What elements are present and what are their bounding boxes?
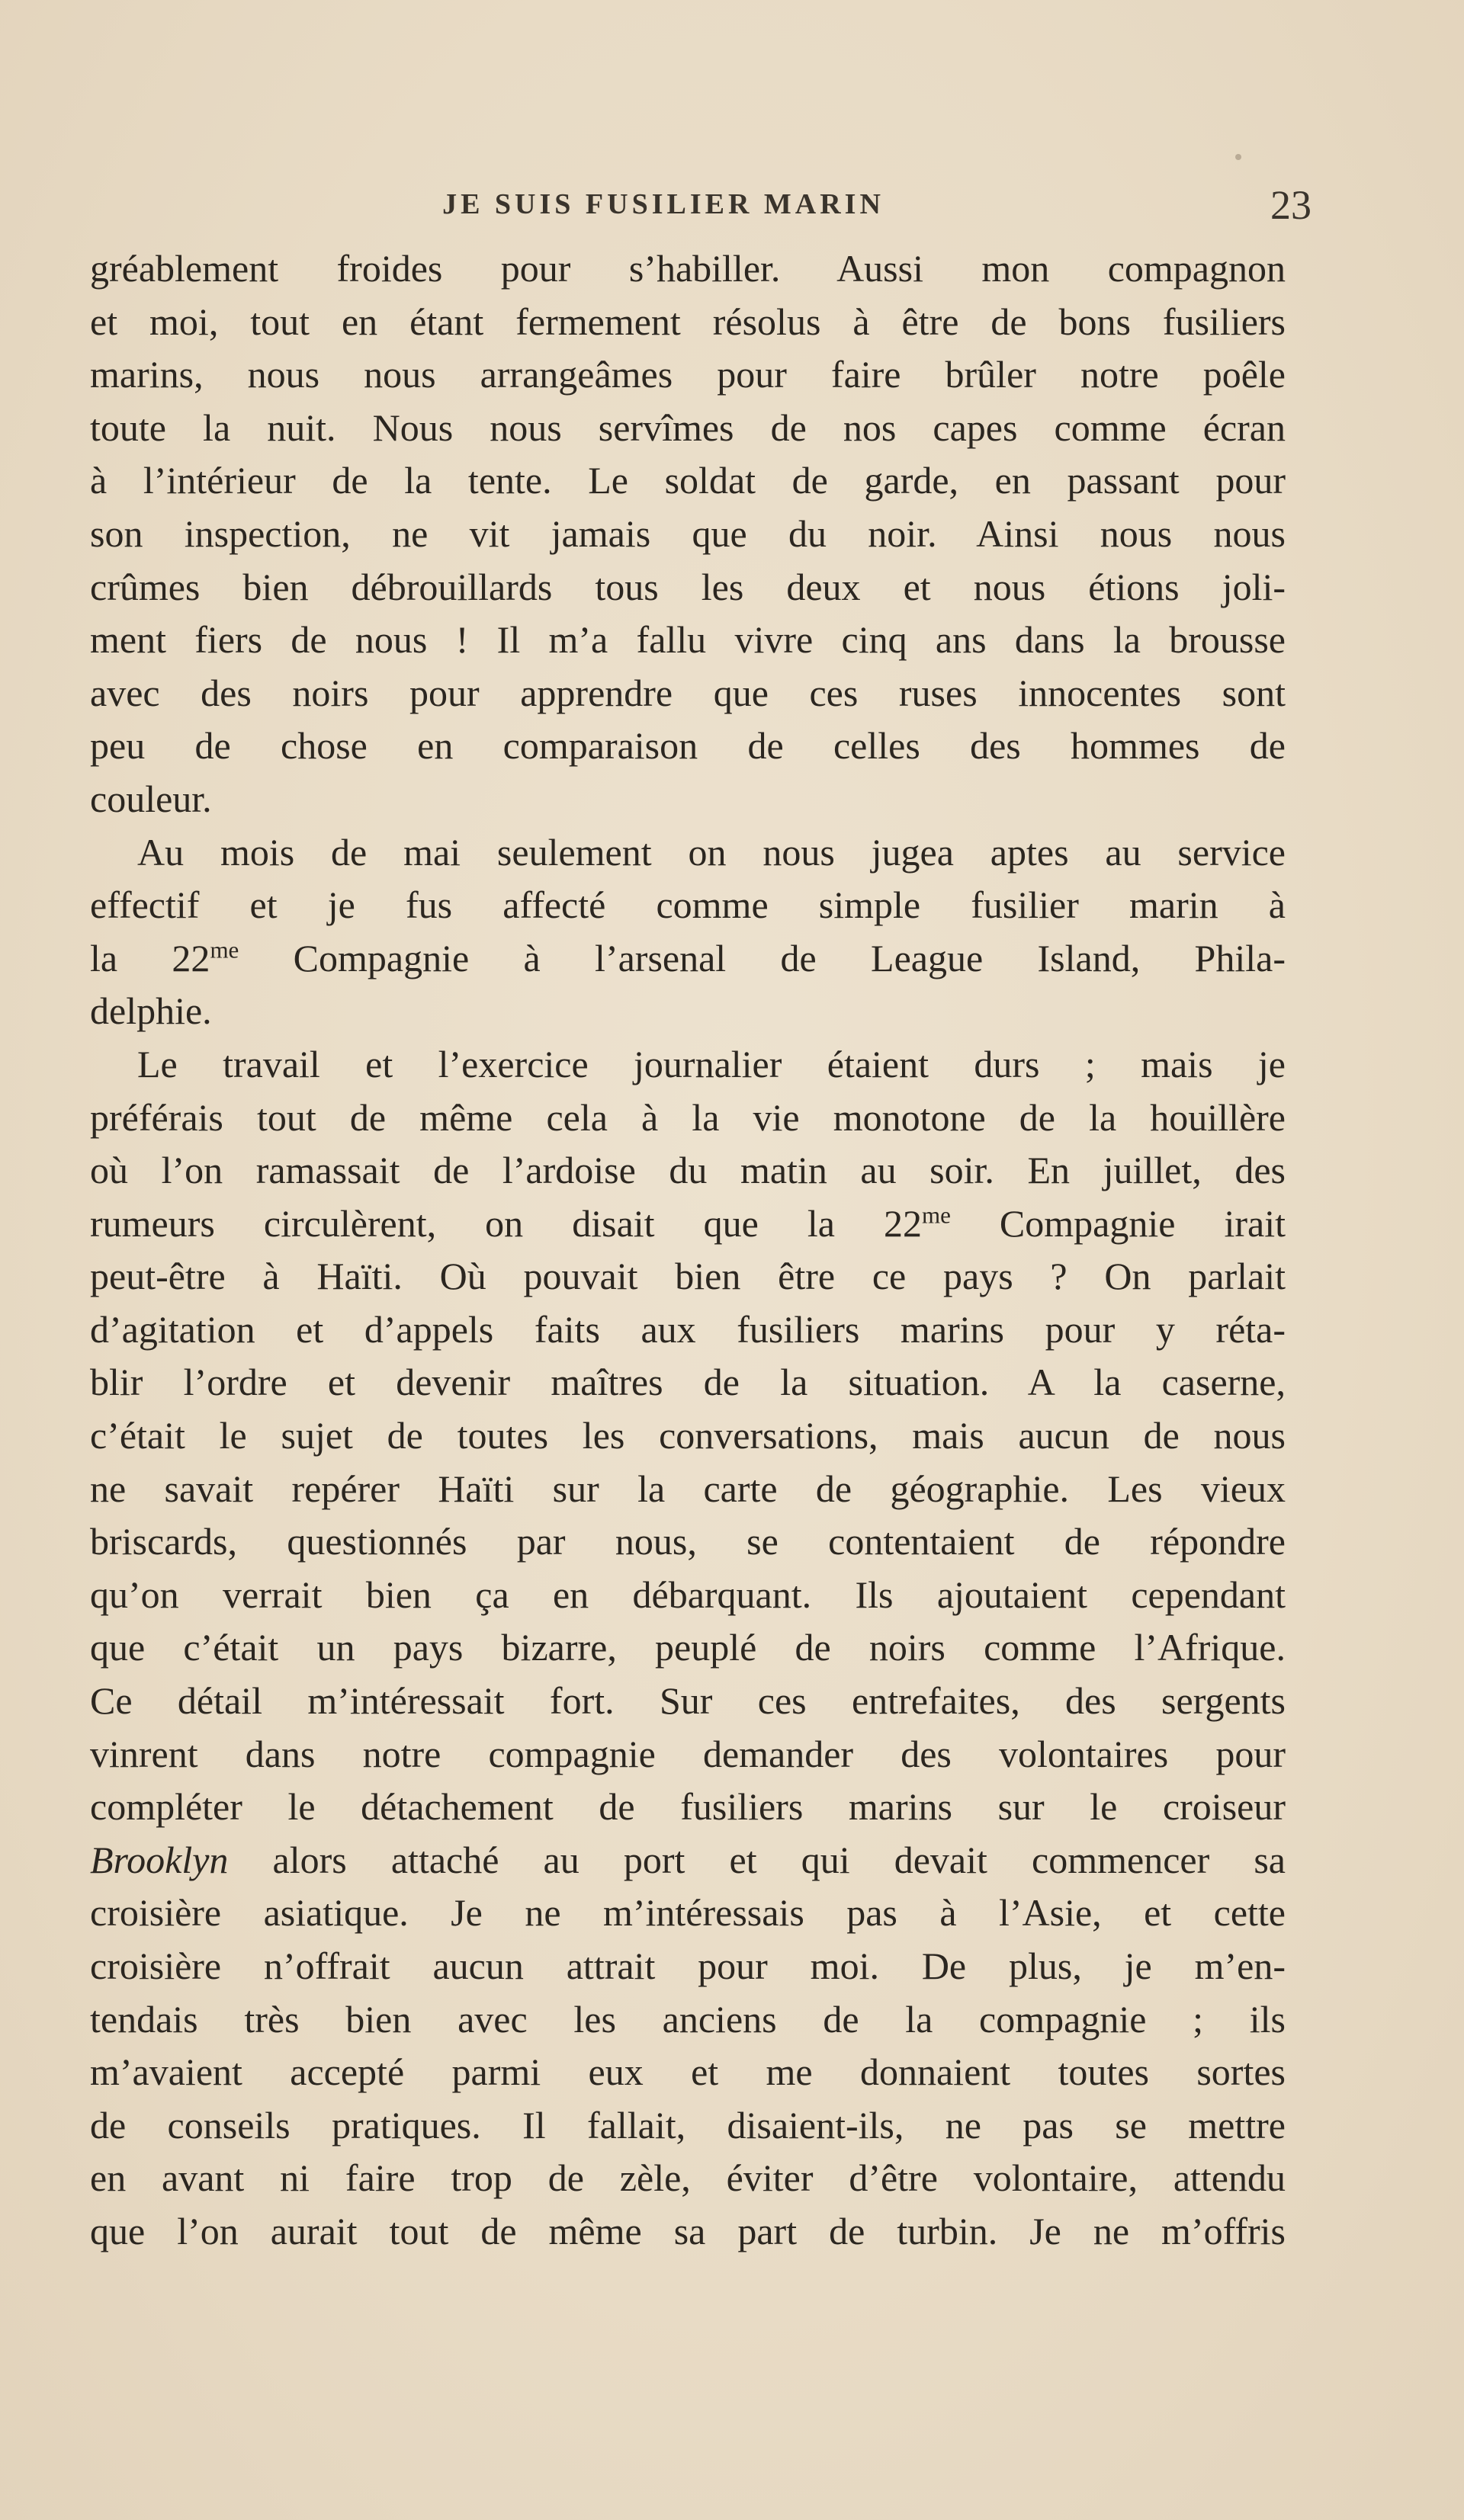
text-line: vinrent dans notre compagnie demander des volontaires pour: [90, 1732, 1286, 1775]
text-line: Le travail et l’exercice journalier étaient durs ; mais je: [137, 1042, 1286, 1085]
text-line: gréablement froides pour s’habiller. Aussi mon compagnon: [90, 247, 1286, 290]
running-head: [99, 181, 1312, 227]
ship-name: Brooklyn: [90, 1838, 229, 1881]
text-line: compléter le détachement de fusiliers marins sur le croiseur: [90, 1785, 1286, 1829]
text-line: m’avaient accepté parmi eux et me donnaient toutes sortes: [90, 2050, 1286, 2094]
text-line: couleur.: [90, 777, 212, 820]
text-line: avec des noirs pour apprendre que ces ruses innocentes sont: [90, 671, 1286, 714]
text-line: blir l’ordre et devenir maîtres de la situation. A la caserne,: [90, 1361, 1286, 1404]
text-line: que c’était un pays bizarre, peuplé de noirs comme l’Afrique.: [90, 1626, 1286, 1669]
text-line: marins, nous nous arrangeâmes pour faire brûler notre poêle: [90, 353, 1286, 396]
text-line: peu de chose en comparaison de celles des hommes de: [90, 724, 1286, 768]
text-line: qu’on verrait bien ça en débarquant. Ils ajoutaient cependant: [90, 1573, 1286, 1616]
text-line: effectif et je fus affecté comme simple fusilier marin à: [90, 883, 1286, 927]
text-line: toute la nuit. Nous nous servîmes de nos capes comme écran: [90, 406, 1286, 449]
text-line: croisière n’offrait aucun attrait pour moi. De plus, je m’en-: [90, 1945, 1286, 1987]
text-line: où l’on ramassait de l’ardoise du matin au soir. En juillet, des: [90, 1149, 1286, 1192]
text-line: delphie.: [90, 989, 212, 1033]
text-line: son inspection, ne vit jamais que du noir. Ainsi nous nous: [90, 511, 1286, 555]
text-line: tendais très bien avec les anciens de la compagnie ; ils: [90, 1997, 1286, 2041]
running-title: JE SUIS FUSILIER MARIN: [442, 188, 884, 220]
text-line: [90, 1834, 1286, 1887]
text-line: croisière asiatique. Je ne m’intéressais pas à l’Asie, et cette: [90, 1891, 1286, 1935]
paper-speck: [1235, 154, 1241, 160]
text-line: briscards, questionnés par nous, se contentaient de répondre: [90, 1520, 1286, 1563]
page-number: 23: [1270, 182, 1312, 228]
text-line: peut-être à Haïti. Où pouvait bien être ce pays ? On parlait: [90, 1255, 1286, 1298]
body-text: [90, 242, 1286, 2259]
text-line: et moi, tout en étant fermement résolus à être de bons fusiliers: [90, 300, 1286, 343]
text-line: crûmes bien débrouillards tous les deux et nous étions joli-: [90, 565, 1286, 608]
text-line: Au mois de mai seulement on nous jugea aptes au service: [137, 830, 1286, 874]
text-line: ment fiers de nous ! Il m’a fallu vivre cinq ans dans la brousse: [90, 618, 1286, 662]
text-line: en avant ni faire trop de zèle, éviter d’être volontaire, attendu: [90, 2156, 1286, 2200]
text-line: c’était le sujet de toutes les conversations, mais aucun de nous: [90, 1414, 1286, 1457]
text-line: à l’intérieur de la tente. Le soldat de garde, en passant pour: [90, 459, 1286, 502]
text-line: rumeurs circulèrent, on disait que la $22^{me}$ Compagnie irait: [90, 1201, 1286, 1245]
text-line: de conseils pratiques. Il fallait, disaient-ils, ne pas se mettre: [90, 2103, 1286, 2146]
text-line: la $22^{me}$ Compagnie à l’arsenal de League Island, Phila-: [90, 936, 1286, 979]
text-line-rest: alors attaché au port et qui devait commencer sa: [272, 1838, 1286, 1881]
text-line: que l’on aurait tout de même sa part de turbin. Je ne m’offris: [90, 2209, 1286, 2252]
text-line: ne savait repérer Haïti sur la carte de géographie. Les vieux: [90, 1467, 1286, 1510]
text-line: préférais tout de même cela à la vie monotone de la houillère: [90, 1095, 1286, 1139]
text-line: d’agitation et d’appels faits aux fusiliers marins pour y réta-: [90, 1307, 1286, 1351]
text-line: Ce détail m’intéressait fort. Sur ces entrefaites, des sergents: [90, 1679, 1286, 1723]
